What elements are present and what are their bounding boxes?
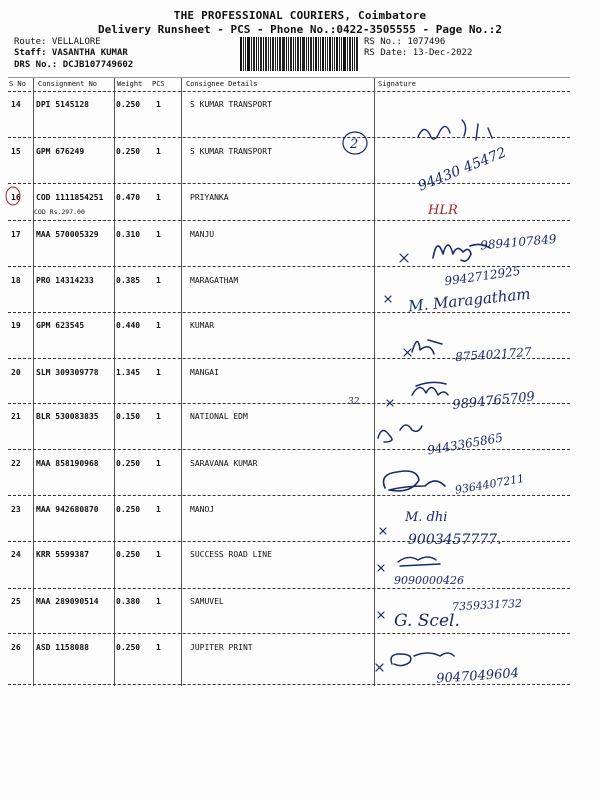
staff-label: Staff: VASANTHA KUMAR <box>14 48 128 58</box>
row-consignment-number: DPI 5145128 <box>36 100 89 109</box>
row-consignee-name: SAMUVEL <box>190 597 224 606</box>
row-serial-number: 25 <box>11 597 21 606</box>
row-consignment-number: BLR 530083835 <box>36 412 99 421</box>
row-consignee-name: PRIYANKA <box>190 193 229 202</box>
row-consignment-number: SLM 309309778 <box>36 368 99 377</box>
signature-scribble-19 <box>412 340 442 354</box>
row-consignment-number: GPM 623545 <box>36 321 85 330</box>
row-weight: 0.385 <box>116 276 141 285</box>
row-weight: 0.250 <box>116 147 141 156</box>
row-weight: 0.250 <box>116 459 141 468</box>
tick-mark-18 <box>385 296 391 302</box>
row-consignment-number: COD 1111854251 <box>36 193 104 202</box>
row-consignee-name: SUCCESS ROAD LINE <box>190 550 272 559</box>
handwritten-phone-22: 9364407211 <box>454 471 526 497</box>
row-serial-number: 26 <box>11 643 21 652</box>
rs-number: RS No.: 1077496 <box>364 37 446 47</box>
row-pieces: 1 <box>156 597 161 606</box>
handwritten-phone-17: 9894107849 <box>479 231 558 253</box>
handwritten-phone-21: 9443365865 <box>426 430 504 458</box>
col-pcs: PCS <box>152 80 165 88</box>
tick-mark-20 <box>387 400 393 406</box>
signature-scribble-24 <box>398 557 440 566</box>
row-pieces: 1 <box>156 368 161 377</box>
row-weight: 0.250 <box>116 643 141 652</box>
signature-scribble-26 <box>391 653 454 666</box>
row-consignment-number: PRO 14314233 <box>36 276 94 285</box>
row-serial-number: 15 <box>11 147 21 156</box>
handwritten-phone-19: 8754021727 <box>454 344 532 365</box>
col-signature: Signature <box>378 80 416 88</box>
col-sno: S No <box>9 80 26 88</box>
row-pieces: 1 <box>156 230 161 239</box>
signature-scribble-21 <box>378 425 422 442</box>
handwritten-phone-18: 9942712925 <box>443 263 522 289</box>
handwritten-phone-23: 9003457777. <box>408 532 502 548</box>
handwritten-phone-25: 7359331732 <box>451 596 523 614</box>
row-consignee-name: SARAVANA KUMAR <box>190 459 258 468</box>
row-weight: 0.440 <box>116 321 141 330</box>
row-serial-number: 21 <box>11 412 21 421</box>
row-consignee-name: JUPITER PRINT <box>190 643 253 652</box>
row-pieces: 1 <box>156 412 161 421</box>
row-weight: 0.310 <box>116 230 141 239</box>
row-pieces: 1 <box>156 147 161 156</box>
handwritten-phone-20: 9894765709 <box>451 389 536 413</box>
row-consignee-name: MANGAI <box>190 368 219 377</box>
row-weight: 1.345 <box>116 368 141 377</box>
tick-mark-24 <box>378 565 384 571</box>
row-serial-number: 19 <box>11 321 21 330</box>
drs-number: DRS No.: DCJB107749602 <box>14 60 134 70</box>
row-serial-number: 16 <box>11 193 21 202</box>
col-weight: Weight <box>117 80 143 88</box>
row-consignment-number: MAA 289090514 <box>36 597 99 606</box>
tick-mark-17 <box>400 254 408 262</box>
row-pieces: 1 <box>156 459 161 468</box>
tick-mark-26 <box>376 664 383 671</box>
row-consignment-number: MAA 570005329 <box>36 230 99 239</box>
row-weight: 0.470 <box>116 193 141 202</box>
row-consignment-number: MAA 858190968 <box>36 459 99 468</box>
row-serial-number: 14 <box>11 100 21 109</box>
signature-scribble-14 <box>418 120 492 140</box>
handwritten-name-25: G. Scel. <box>394 611 460 631</box>
row-serial-number: 22 <box>11 459 21 468</box>
tick-mark-25 <box>378 612 384 618</box>
row-pieces: 1 <box>156 100 161 109</box>
row-serial-number: 23 <box>11 505 21 514</box>
company-title: THE PROFESSIONAL COURIERS, Coimbatore <box>173 9 427 22</box>
tick-mark-23 <box>380 528 386 534</box>
row-consignment-number: KRR 5599387 <box>36 550 89 559</box>
row-pieces: 1 <box>156 193 161 202</box>
handwritten-phone-26: 9047049604 <box>435 666 520 687</box>
row-weight: 0.150 <box>116 412 141 421</box>
row-weight: 0.250 <box>116 550 141 559</box>
row-consignee-name: KUMAR <box>190 321 215 330</box>
row-consignment-number: MAA 942680870 <box>36 505 99 514</box>
row-consignee-name: S KUMAR TRANSPORT <box>190 100 272 109</box>
row-consignee-name: NATIONAL EDM <box>190 412 248 421</box>
row-weight: 0.250 <box>116 100 141 109</box>
col-consignee: Consignee Details <box>186 80 258 88</box>
row-pieces: 1 <box>156 505 161 514</box>
rs-date: RS Date: 13-Dec-2022 <box>364 48 473 58</box>
row-pieces: 1 <box>156 643 161 652</box>
row-pieces: 1 <box>156 276 161 285</box>
row-weight: 0.250 <box>116 505 141 514</box>
handwritten-32: 32 <box>348 397 360 407</box>
row-serial-number: 18 <box>11 276 21 285</box>
handwritten-name-23: M. dhi <box>405 510 448 525</box>
signature-scribble-20 <box>412 382 448 395</box>
row-consignee-name: MANJU <box>190 230 215 239</box>
row-consignee-name: S KUMAR TRANSPORT <box>190 147 272 156</box>
handwritten-hlr: HLR <box>428 203 458 218</box>
signature-scribble-22 <box>384 471 446 491</box>
row-serial-number: 20 <box>11 368 21 377</box>
handwritten-2: 2 <box>350 137 359 152</box>
row-serial-number: 17 <box>11 230 21 239</box>
row-cod-amount: COD Rs.297.00 <box>34 208 85 216</box>
row-pieces: 1 <box>156 550 161 559</box>
row-consignment-number: ASD 1158088 <box>36 643 89 652</box>
tick-mark-19 <box>404 349 411 356</box>
row-consignee-name: MANOJ <box>190 505 215 514</box>
handwritten-name-18: M. Maragatham <box>407 284 532 316</box>
row-pieces: 1 <box>156 321 161 330</box>
row-weight: 0.380 <box>116 597 141 606</box>
row-serial-number: 24 <box>11 550 21 559</box>
handwritten-phone-15: 94430 45472 <box>415 144 509 195</box>
row-consignment-number: GPM 676249 <box>36 147 85 156</box>
col-consignment: Consignment No <box>38 80 98 88</box>
route-label: Route: VELLALORE <box>14 37 101 47</box>
row-consignee-name: MARAGATHAM <box>190 276 239 285</box>
handwritten-phone-24: 9090000426 <box>394 574 464 587</box>
circle-mark-16 <box>6 187 20 205</box>
runsheet-subtitle: Delivery Runsheet - PCS - Phone No.:0422-3505555 - Page No.:2 <box>98 23 502 36</box>
